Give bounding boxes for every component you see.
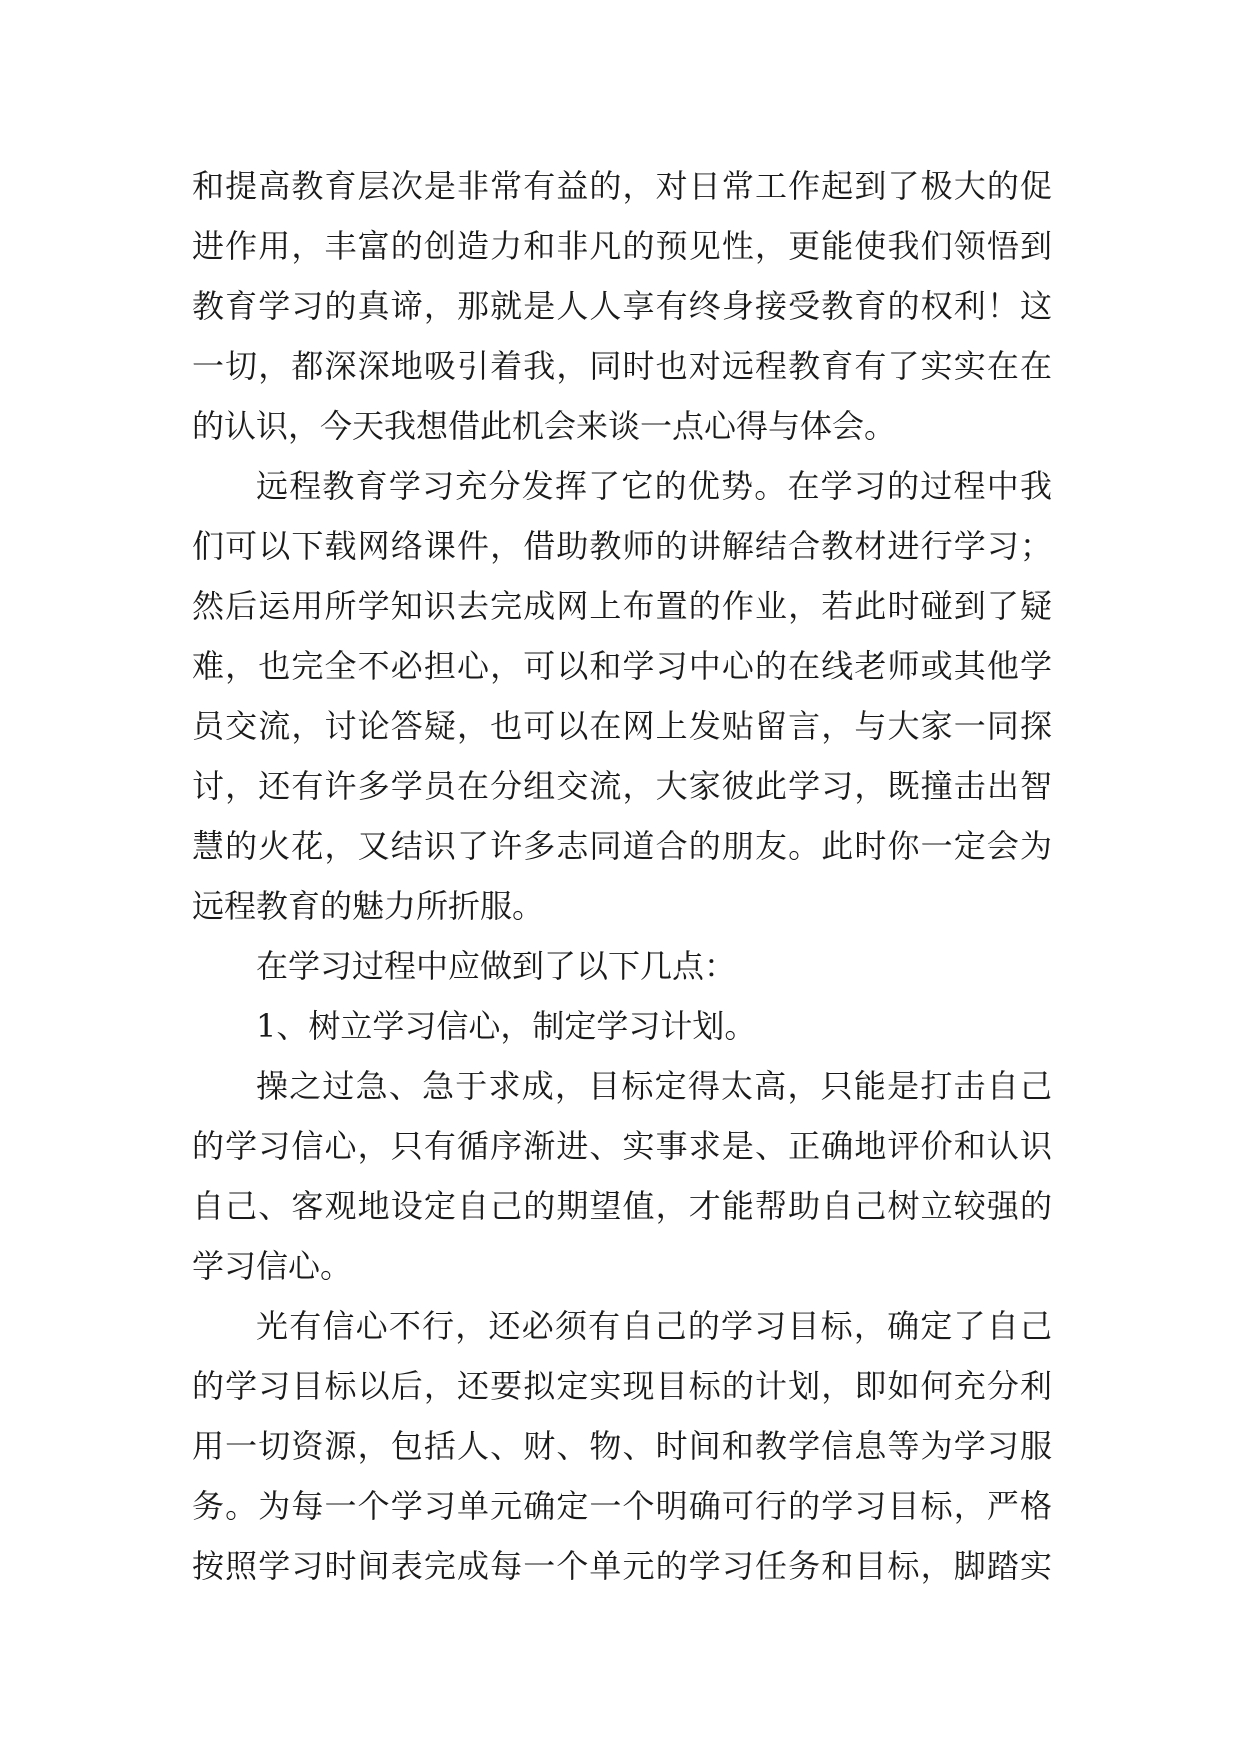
- text-line: 员交流，讨论答疑，也可以在网上发贴留言，与大家一同探: [192, 707, 1052, 745]
- text-line: 的认识，今天我想借此机会来谈一点心得与体会。: [192, 407, 897, 445]
- text-line: 光有信心不行，还必须有自己的学习目标，确定了自己: [256, 1307, 1052, 1345]
- text-line: 远程教育学习充分发挥了它的优势。在学习的过程中我: [256, 467, 1052, 505]
- text-line: 慧的火花，又结识了许多志同道合的朋友。此时你一定会为: [192, 827, 1052, 865]
- document-body: [192, 156, 1052, 1596]
- text-line: 自己、客观地设定自己的期望值，才能帮助自己树立较强的: [192, 1187, 1052, 1225]
- text-line: 然后运用所学知识去完成网上布置的作业，若此时碰到了疑: [192, 587, 1052, 625]
- text-line: 1、树立学习信心，制定学习计划。: [256, 1007, 757, 1045]
- text-line: 进作用，丰富的创造力和非凡的预见性，更能使我们领悟到: [192, 227, 1052, 265]
- text-line: 按照学习时间表完成每一个单元的学习任务和目标，脚踏实: [192, 1547, 1052, 1585]
- text-line: 在学习过程中应做到了以下几点：: [256, 947, 737, 985]
- text-line: 的学习目标以后，还要拟定实现目标的计划，即如何充分利: [192, 1367, 1052, 1405]
- text-line: 学习信心。: [192, 1247, 353, 1285]
- text-line: 一切，都深深地吸引着我，同时也对远程教育有了实实在在: [192, 347, 1052, 385]
- text-line: 和提高教育层次是非常有益的，对日常工作起到了极大的促: [192, 167, 1052, 205]
- text-line: 用一切资源，包括人、财、物、时间和教学信息等为学习服: [192, 1427, 1052, 1465]
- text-line: 远程教育的魅力所折服。: [192, 887, 545, 925]
- text-line: 教育学习的真谛，那就是人人享有终身接受教育的权利！这: [192, 287, 1052, 325]
- text-line: 的学习信心，只有循序渐进、实事求是、正确地评价和认识: [192, 1127, 1052, 1165]
- text-line: 务。为每一个学习单元确定一个明确可行的学习目标，严格: [192, 1487, 1052, 1525]
- text-line: 讨，还有许多学员在分组交流，大家彼此学习，既撞击出智: [192, 767, 1052, 805]
- text-line: 难，也完全不必担心，可以和学习中心的在线老师或其他学: [192, 647, 1052, 685]
- text-line: 操之过急、急于求成，目标定得太高，只能是打击自己: [256, 1067, 1052, 1105]
- text-line: 们可以下载网络课件，借助教师的讲解结合教材进行学习；: [192, 527, 1052, 565]
